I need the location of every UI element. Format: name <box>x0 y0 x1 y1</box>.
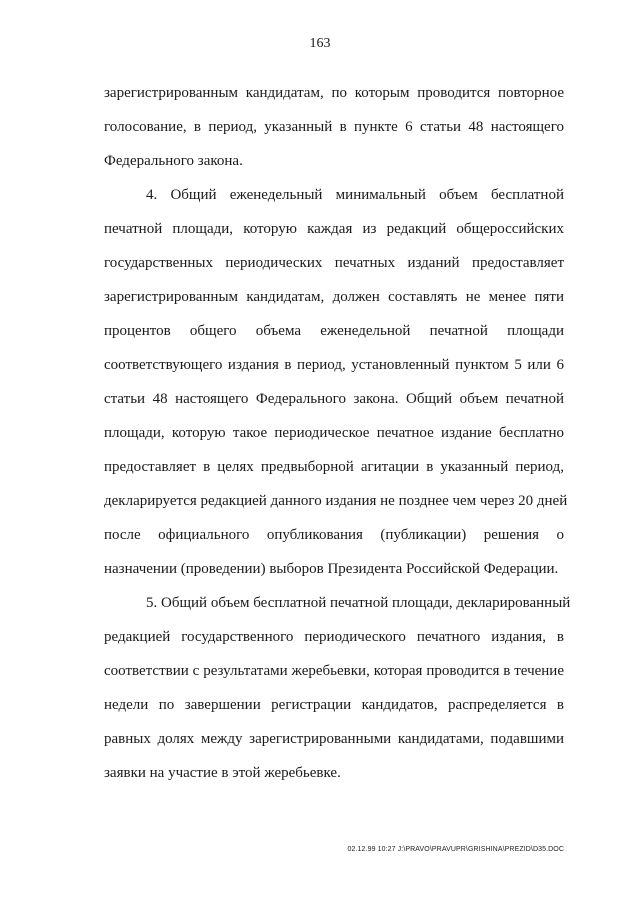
page-number: 163 <box>309 36 331 51</box>
text-line: голосование, в период, указанный в пункте 6 статьи 48 настоящего <box>104 119 564 135</box>
text-line: редакцией государственного периодического печатного издания, в <box>104 629 564 645</box>
text-line: 4. Общий еженедельный минимальный объем бесплатной <box>146 187 564 203</box>
text-line: равных долях между зарегистрированными кандидатами, подавшими <box>104 731 564 747</box>
text-line: печатной площади, которую каждая из редакций общероссийских <box>104 221 564 237</box>
text-line: Федерального закона. <box>104 153 243 169</box>
file-path-footer: 02.12.99 10:27 J:\PRAVO\PRAVUPR\GRISHINA\PREZID\D35.DOC <box>347 846 564 853</box>
document-body <box>104 76 571 790</box>
text-line: статьи 48 настоящего Федерального закона. Общий объем печатной <box>104 391 564 407</box>
text-line: процентов общего объема еженедельной печатной площади <box>104 323 564 339</box>
text-line: предоставляет в целях предвыборной агитации в указанный период, <box>104 459 564 475</box>
text-line: соответствии с результатами жеребьевки, которая проводится в течение <box>104 663 564 679</box>
text-line: государственных периодических печатных изданий предоставляет <box>104 255 564 271</box>
paragraph-5 <box>104 586 571 790</box>
paragraph-4 <box>104 178 568 586</box>
text-line: назначении (проведении) выборов Президента Российской Федерации. <box>104 561 559 577</box>
text-line: после официального опубликования (публикации) решения о <box>104 527 564 543</box>
text-line: заявки на участие в этой жеребьевке. <box>104 765 341 781</box>
text-line: 5. Общий объем бесплатной печатной площади, декларированный <box>146 595 571 611</box>
text-line: площади, которую такое периодическое печатное издание бесплатно <box>104 425 564 441</box>
text-line: недели по завершении регистрации кандидатов, распределяется в <box>104 697 564 713</box>
paragraph-continuation <box>104 76 564 178</box>
text-line: декларируется редакцией данного издания не позднее чем через 20 дней <box>104 493 568 509</box>
text-line: зарегистрированным кандидатам, по которым проводится повторное <box>104 85 564 101</box>
text-line: зарегистрированным кандидатам, должен составлять не менее пяти <box>104 289 564 305</box>
text-line: соответствующего издания в период, установленный пунктом 5 или 6 <box>104 357 564 373</box>
